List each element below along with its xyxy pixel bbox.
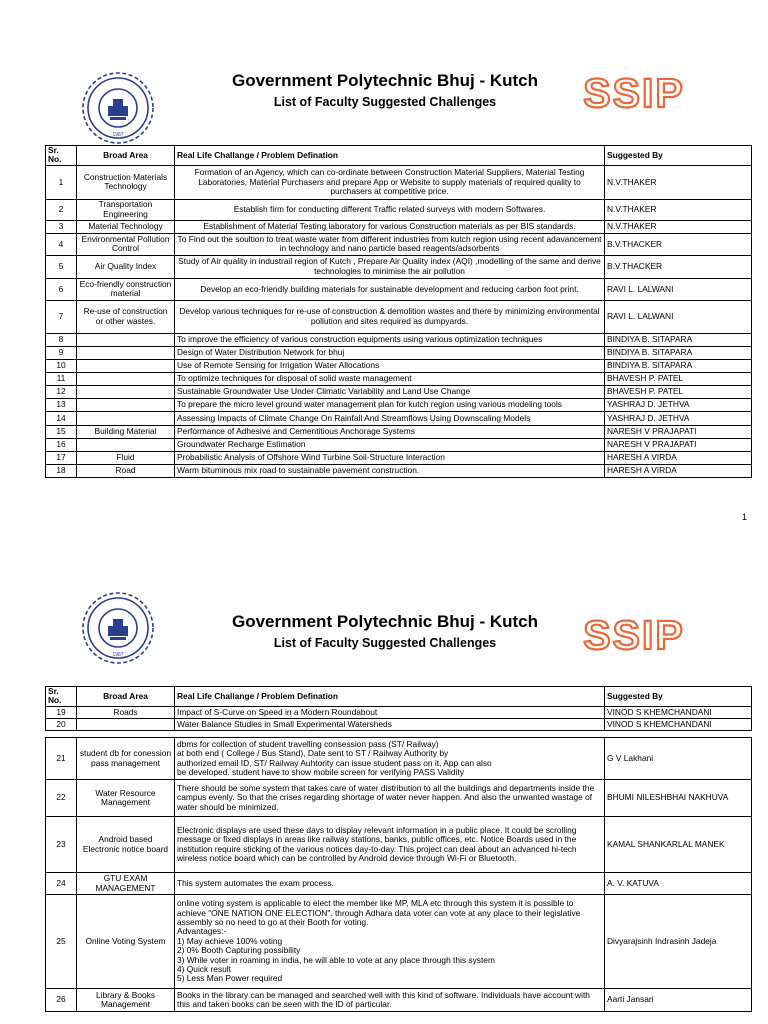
row-broad-area: student db for conession pass management — [77, 738, 175, 780]
row-suggested-by: BHAVESH P. PATEL — [605, 385, 752, 398]
col-challenge: Real Life Challange / Problem Defination — [175, 687, 605, 707]
row-suggested-by: N.V.THAKER — [605, 220, 752, 233]
row-broad-area — [77, 385, 175, 398]
table-row — [46, 165, 752, 199]
row-sr-no: 7 — [46, 300, 77, 333]
col-challenge: Real Life Challange / Problem Defination — [175, 146, 605, 166]
table-row — [46, 359, 752, 372]
row-sr-no: 22 — [46, 780, 77, 817]
row-sr-no: 26 — [46, 989, 77, 1012]
row-broad-area — [77, 372, 175, 385]
row-challenge: Design of Water Distribution Network for bhuj — [175, 346, 605, 359]
row-suggested-by: NARESH V PRAJAPATI — [605, 438, 752, 451]
svg-text:SSIP: SSIP — [583, 70, 685, 114]
challenges-table-page1 — [45, 145, 752, 478]
row-suggested-by: BINDIYA B. SITAPARA — [605, 333, 752, 346]
col-sr-no: Sr. No. — [46, 687, 77, 707]
row-challenge: Sustainable Groundwater Use Under Climatic Variability and Land Use Change — [175, 385, 605, 398]
table-row — [46, 411, 752, 425]
row-suggested-by: B.V.THACKER — [605, 255, 752, 278]
row-suggested-by: YASHRAJ D. JETHVA — [605, 398, 752, 411]
document-subtitle: List of Faculty Suggested Challenges — [273, 636, 497, 650]
col-broad-area: Broad Area — [77, 687, 175, 707]
table-row — [46, 398, 752, 411]
row-challenge: To optimize techniques for disposal of solid waste management — [175, 372, 605, 385]
institution-title: Government Polytechnic Bhuj - Kutch — [231, 71, 539, 90]
svg-text:1987: 1987 — [112, 132, 124, 138]
table-row — [46, 817, 752, 873]
row-suggested-by: HARESH A VIRDA — [605, 451, 752, 464]
row-broad-area — [77, 411, 175, 425]
row-suggested-by: Aarti Jansari — [605, 989, 752, 1012]
table-row — [46, 233, 752, 255]
col-broad-area: Broad Area — [77, 146, 175, 166]
row-broad-area: Android based Electronic notice board — [77, 817, 175, 873]
table-row — [46, 706, 752, 718]
table-row — [46, 464, 752, 477]
table-row — [46, 220, 752, 233]
col-suggested-by: Suggested By — [605, 146, 752, 166]
row-sr-no: 14 — [46, 411, 77, 425]
row-challenge: Probabilistic Analysis of Offshore Wind Turbine Soil-Structure Interaction — [175, 451, 605, 464]
table-row — [46, 333, 752, 346]
row-challenge: dbms for collection of student travelling consession pass (ST/ Railway) at both end ( College / Bus Stand), Date sent to ST / Railway Authority by authorized email ID, ST/ Railway Auhtority can issue student pass on it, App can also be developed. student have to show mobile screen for verifying PASS Validity — [175, 738, 605, 780]
row-broad-area: Roads — [77, 706, 175, 718]
ssip-logo-icon — [576, 612, 692, 656]
row-suggested-by: G V Lakhani — [605, 738, 752, 780]
row-sr-no: 5 — [46, 255, 77, 278]
row-sr-no: 24 — [46, 873, 77, 895]
row-challenge: Electronic displays are used these days to display relevant information in a public place. It could be scrolling message or fixed displays in areas like railway stations, banks, public offices, etc. Notice Boards used in the institution require sticking of the various notices day-to-day. This project can deal about an advanced hi-tech wireless notice board which can be controlled by Android device through Wi-Fi or Bluetooth. — [175, 817, 605, 873]
row-sr-no: 6 — [46, 278, 77, 300]
row-challenge: Establishment of Material Testing laboratory for various Construction materials as per BIS standards. — [175, 220, 605, 233]
document-subtitle: List of Faculty Suggested Challenges — [273, 95, 497, 109]
institution-seal-icon — [80, 70, 156, 146]
table-row — [46, 300, 752, 333]
row-suggested-by: BHAVESH P. PATEL — [605, 372, 752, 385]
row-suggested-by: BINDIYA B. SITAPARA — [605, 359, 752, 372]
row-broad-area: Re-use of construction or other wastes. — [77, 300, 175, 333]
row-suggested-by: NARESH V PRAJAPATI — [605, 425, 752, 438]
row-broad-area: Material Technology — [77, 220, 175, 233]
row-sr-no: 9 — [46, 346, 77, 359]
row-broad-area — [77, 438, 175, 451]
row-challenge: Formation of an Agency, which can co-ordinate between Construction Material Suppliers, Material Testing Laboratories, Material Purchasers and prepare App or Website to supply materials of required quality to purchasers at competitive price. — [175, 165, 605, 199]
row-sr-no: 16 — [46, 438, 77, 451]
row-sr-no: 23 — [46, 817, 77, 873]
row-broad-area: Building Material — [77, 425, 175, 438]
row-sr-no: 2 — [46, 199, 77, 220]
row-sr-no: 10 — [46, 359, 77, 372]
row-sr-no: 20 — [46, 718, 77, 730]
row-broad-area: Eco-friendly construction material — [77, 278, 175, 300]
row-sr-no: 8 — [46, 333, 77, 346]
row-broad-area — [77, 398, 175, 411]
table-row — [46, 199, 752, 220]
row-suggested-by: RAVI L. LALWANI — [605, 278, 752, 300]
row-broad-area: Water Resource Management — [77, 780, 175, 817]
row-broad-area: Fluid — [77, 451, 175, 464]
row-suggested-by: N.V.THAKER — [605, 165, 752, 199]
challenges-table-page2-continued — [45, 737, 752, 1012]
row-sr-no: 12 — [46, 385, 77, 398]
row-challenge: online voting system is applicable to elect the member like MP, MLA etc through this system it is possible to achieve "ONE NATION ONE ELECTION". through Adhara data voter can vote at any place to their legislative assembly so no need to go at their Booth for voting. Advantages:- 1) May achieve 100% voting 2) 0% Booth Capturing possibility 3) While voter in roaming in india, he will able to vote at any place through this system 4) Quick result 5) Less Man Power required — [175, 895, 605, 989]
table-row — [46, 385, 752, 398]
row-suggested-by: N.V.THAKER — [605, 199, 752, 220]
row-challenge: Performance of Adhesive and Cementitious Anchorage Systems — [175, 425, 605, 438]
table-row — [46, 346, 752, 359]
row-broad-area: Air Quality Index — [77, 255, 175, 278]
institution-title: Government Polytechnic Bhuj - Kutch — [231, 612, 539, 631]
row-sr-no: 25 — [46, 895, 77, 989]
row-challenge: There should be some system that takes care of water distribution to all the buildings and departments inside the campus evenly. So that the crises regarding shortage of water never happen. And also the unwanted wastage of water should be minimized. — [175, 780, 605, 817]
row-sr-no: 4 — [46, 233, 77, 255]
table-row — [46, 718, 752, 730]
table-row — [46, 255, 752, 278]
row-suggested-by: KAMAL SHANKARLAL MANEK — [605, 817, 752, 873]
svg-text:1987: 1987 — [112, 652, 124, 658]
row-challenge: Develop various techniques for re-use of construction & demolition wastes and there by minimizing environmental pollution and sites required as dumpyards. — [175, 300, 605, 333]
table-header-row — [46, 146, 752, 166]
row-challenge: Impact of S-Curve on Speed in a Modern Roundabout — [175, 706, 605, 718]
row-challenge: To Find out the soultion to treat waste water from different industries from kutch region using recent adavancement in technology and nano particle based reagents/adsorbents — [175, 233, 605, 255]
row-sr-no: 13 — [46, 398, 77, 411]
row-sr-no: 15 — [46, 425, 77, 438]
row-suggested-by: Divyarajsinh Indrasinh Jadeja — [605, 895, 752, 989]
row-challenge: Study of Air quality in industrail region of Kutch , Prepare Air Quality index (AQI) ,modelling of the same and derive technologies to minimise the air pollution — [175, 255, 605, 278]
page1-header — [0, 50, 768, 160]
row-suggested-by: HARESH A VIRDA — [605, 464, 752, 477]
row-sr-no: 1 — [46, 165, 77, 199]
row-challenge: Use of Remote Sensing for Irrigation Water Allocations — [175, 359, 605, 372]
challenges-table-page2 — [45, 686, 752, 731]
ssip-logo-icon — [576, 70, 692, 114]
page-number: 1 — [742, 512, 748, 522]
row-broad-area: Road — [77, 464, 175, 477]
table-row — [46, 738, 752, 780]
table-row — [46, 425, 752, 438]
table-row — [46, 989, 752, 1012]
row-broad-area: Construction Materials Technology — [77, 165, 175, 199]
table-body — [46, 706, 752, 730]
row-suggested-by: BHUMI NILESHBHAI NAKHUVA — [605, 780, 752, 817]
row-challenge: Develop an eco-friendly building materials for sustainable development and reducing carbon foot print. — [175, 278, 605, 300]
row-suggested-by: B.V.THACKER — [605, 233, 752, 255]
table-body — [46, 165, 752, 477]
row-challenge: This system automates the exam process. — [175, 873, 605, 895]
row-challenge: To improve the efficiency of various construction equipments using various optimization techniques — [175, 333, 605, 346]
row-broad-area — [77, 359, 175, 372]
col-suggested-by: Suggested By — [605, 687, 752, 707]
row-sr-no: 18 — [46, 464, 77, 477]
table-body — [46, 738, 752, 1012]
row-broad-area: Library & Books Management — [77, 989, 175, 1012]
col-sr-no: Sr. No. — [46, 146, 77, 166]
row-sr-no: 21 — [46, 738, 77, 780]
row-challenge: Water Balance Studies in Small Experimental Watersheds — [175, 718, 605, 730]
row-broad-area — [77, 718, 175, 730]
row-suggested-by: VINOD S KHEMCHANDANI — [605, 718, 752, 730]
row-sr-no: 17 — [46, 451, 77, 464]
row-suggested-by: VINOD S KHEMCHANDANI — [605, 706, 752, 718]
row-broad-area: Transportation Engineering — [77, 199, 175, 220]
table-row — [46, 873, 752, 895]
row-sr-no: 3 — [46, 220, 77, 233]
row-broad-area: GTU EXAM MANAGEMENT — [77, 873, 175, 895]
row-challenge: Books in the library can be managed and searched well with this kind of software. Individuals have account with this and taken books can be seen with the ID of particular. — [175, 989, 605, 1012]
table-row — [46, 438, 752, 451]
row-suggested-by: A. V. KATUVA — [605, 873, 752, 895]
row-challenge: Groundwater Recharge Estimation — [175, 438, 605, 451]
svg-text:SSIP: SSIP — [583, 612, 685, 656]
table-row — [46, 451, 752, 464]
row-challenge: To prepare the micro level ground water management plan for kutch region using various modeling tools — [175, 398, 605, 411]
table-row — [46, 372, 752, 385]
row-challenge: Assessing Impacts of Climate Change On Rainfall And Streamflows Using Downscaling Models — [175, 411, 605, 425]
row-sr-no: 11 — [46, 372, 77, 385]
table-row — [46, 278, 752, 300]
row-broad-area — [77, 346, 175, 359]
table-row — [46, 895, 752, 989]
row-suggested-by: YASHRAJ D. JETHVA — [605, 411, 752, 425]
page2-header — [0, 590, 768, 700]
row-broad-area: Online Voting System — [77, 895, 175, 989]
institution-seal-icon — [80, 590, 156, 666]
row-broad-area — [77, 333, 175, 346]
table-header-row — [46, 687, 752, 707]
table-row — [46, 780, 752, 817]
row-suggested-by: RAVI L. LALWANI — [605, 300, 752, 333]
row-suggested-by: BINDIYA B. SITAPARA — [605, 346, 752, 359]
row-challenge: Warm bituminous mix road to sustainable pavement construction. — [175, 464, 605, 477]
row-challenge: Establish firm for conducting different Traffic related surveys with modern Softwares. — [175, 199, 605, 220]
row-sr-no: 19 — [46, 706, 77, 718]
row-broad-area: Environmental Pollution Control — [77, 233, 175, 255]
